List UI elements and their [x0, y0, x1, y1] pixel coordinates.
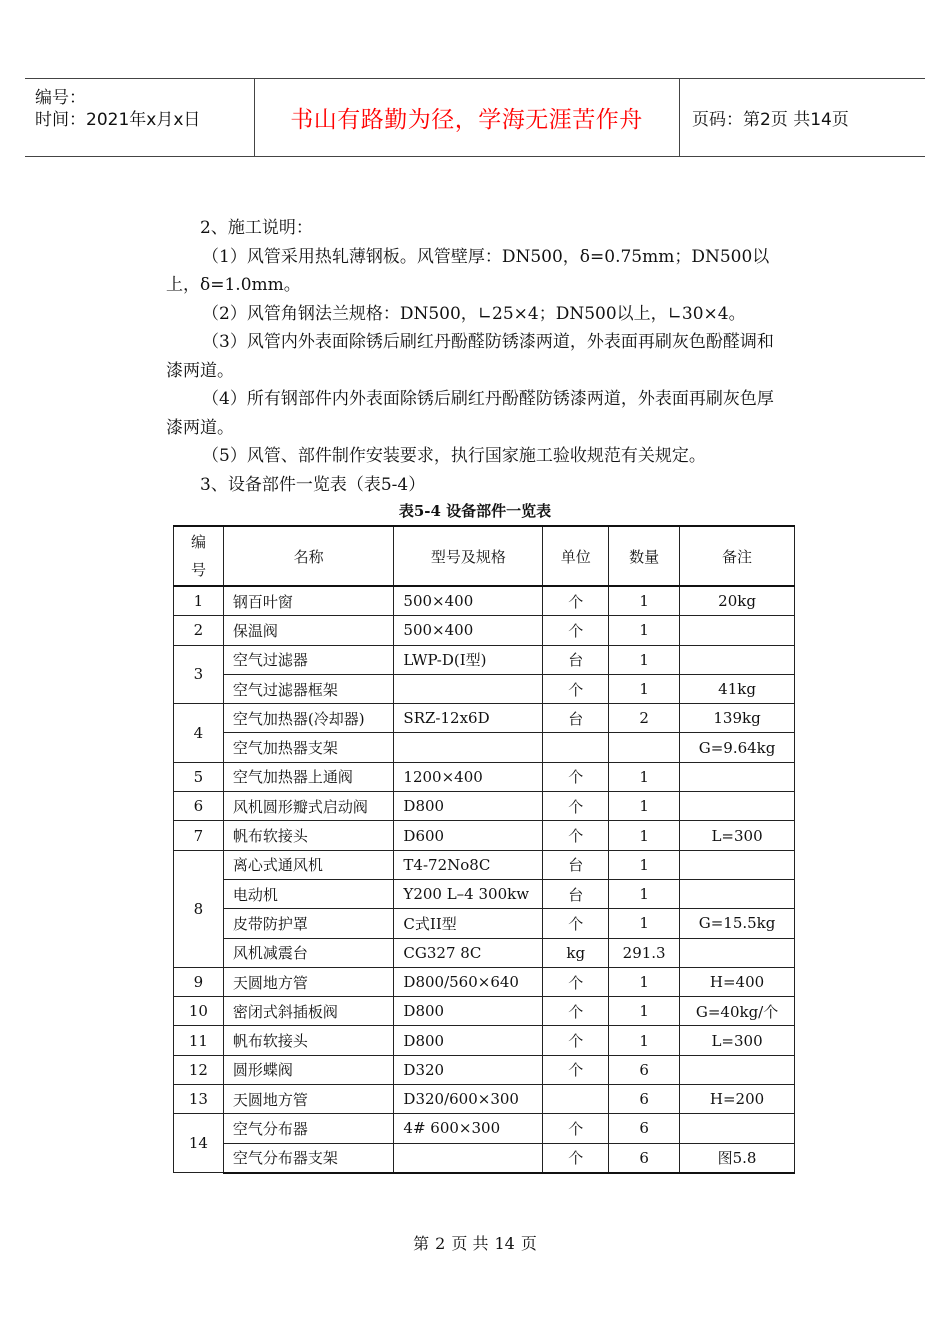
header-remark: 备注: [680, 526, 795, 586]
cell-name: 空气加热器支架: [223, 733, 394, 762]
cell-no: 11: [174, 1026, 224, 1055]
cell-remark: H=400: [680, 967, 795, 996]
cell-unit: 个: [543, 1026, 609, 1055]
paragraph-item-4: （4）所有钢部件内外表面除锈后刷红丹酚醛防锈漆两道，外表面再刷灰色厚漆两道。: [166, 389, 774, 438]
cell-model: CG327 8C: [394, 938, 543, 967]
cell-remark: 139kg: [680, 704, 795, 733]
cell-model: D800: [394, 1026, 543, 1055]
cell-unit: [543, 1085, 609, 1114]
cell-no: 14: [174, 1114, 224, 1173]
cell-qty: 6: [609, 1085, 680, 1114]
cell-model: D800: [394, 792, 543, 821]
paragraph-item-3: （3）风管内外表面除锈后刷红丹酚醛防锈漆两道，外表面再刷灰色酚醛调和漆两道。: [166, 332, 774, 381]
cell-qty: 1: [609, 792, 680, 821]
cell-name: 空气过滤器: [223, 645, 394, 674]
cell-unit: 个: [543, 997, 609, 1026]
cell-model: [394, 733, 543, 762]
cell-qty: 2: [609, 704, 680, 733]
cell-remark: [680, 616, 795, 645]
doc-number-label: 编号：: [35, 88, 86, 108]
cell-model: [394, 674, 543, 703]
cell-name: 密闭式斜插板阀: [223, 997, 394, 1026]
cell-model: D320/600×300: [394, 1085, 543, 1114]
cell-remark: [680, 645, 795, 674]
cell-model: C式II型: [394, 909, 543, 938]
cell-name: 空气加热器(冷却器): [223, 704, 394, 733]
cell-unit: 个: [543, 821, 609, 850]
header-unit: 单位: [543, 526, 609, 586]
cell-no: 8: [174, 850, 224, 967]
footer-page-no: 2: [435, 1234, 446, 1253]
cell-unit: [543, 733, 609, 762]
cell-model: D800/560×640: [394, 967, 543, 996]
cell-unit: 个: [543, 586, 609, 616]
cell-name: 圆形蝶阀: [223, 1055, 394, 1084]
paragraph-item-1: （1）风管采用热轧薄钢板。风管壁厚：DN500，δ=0.75mm；DN500以上，δ=1.0mm。: [166, 246, 770, 295]
cell-model: [394, 1143, 543, 1173]
table-row: [174, 967, 795, 996]
header-name: 名称: [223, 526, 394, 586]
footer-suffix: 页: [520, 1234, 537, 1253]
cell-remark: G=40kg/个: [680, 997, 795, 1026]
cell-remark: [680, 879, 795, 908]
cell-unit: 个: [543, 1055, 609, 1084]
cell-name: 天圆地方管: [223, 967, 394, 996]
cell-no: 3: [174, 645, 224, 704]
header-qty: 数量: [609, 526, 680, 586]
cell-remark: L=300: [680, 1026, 795, 1055]
cell-unit: 台: [543, 645, 609, 674]
cell-remark: [680, 1055, 795, 1084]
paragraph-item-2: （2）风管角钢法兰规格：DN500，∟25×4；DN500以上，∟30×4。: [202, 303, 746, 324]
table-row: [174, 850, 795, 879]
cell-name: 空气过滤器框架: [223, 674, 394, 703]
cell-unit: 台: [543, 704, 609, 733]
cell-qty: 1: [609, 879, 680, 908]
cell-qty: 1: [609, 586, 680, 616]
cell-name: 风机减震台: [223, 938, 394, 967]
cell-remark: [680, 1114, 795, 1143]
table-row: [174, 733, 795, 762]
cell-qty: 6: [609, 1055, 680, 1084]
cell-name: 皮带防护罩: [223, 909, 394, 938]
footer-total: 14: [494, 1234, 515, 1253]
cell-model: D600: [394, 821, 543, 850]
table-row: [174, 586, 795, 616]
cell-qty: 1: [609, 762, 680, 791]
table-row: [174, 938, 795, 967]
cell-model: D320: [394, 1055, 543, 1084]
cell-qty: 1: [609, 1026, 680, 1055]
document-body: [166, 214, 788, 499]
cell-remark: 41kg: [680, 674, 795, 703]
cell-qty: 1: [609, 616, 680, 645]
cell-no: 12: [174, 1055, 224, 1084]
cell-name: 离心式通风机: [223, 850, 394, 879]
parts-table: [173, 525, 795, 1174]
page-header: [25, 78, 925, 157]
cell-no: 6: [174, 792, 224, 821]
cell-name: 钢百叶窗: [223, 586, 394, 616]
cell-remark: G=9.64kg: [680, 733, 795, 762]
page-indicator: 页码：第2页 共14页: [692, 110, 849, 130]
cell-model: 500×400: [394, 586, 543, 616]
cell-name: 空气分布器: [223, 1114, 394, 1143]
cell-model: T4-72No8C: [394, 850, 543, 879]
header-no-line2: 号: [190, 561, 206, 579]
table-row: [174, 645, 795, 674]
cell-qty: 1: [609, 997, 680, 1026]
cell-unit: 个: [543, 762, 609, 791]
section-heading-table: 3、设备部件一览表（表5-4）: [200, 474, 426, 495]
cell-name: 空气分布器支架: [223, 1143, 394, 1173]
cell-unit: 个: [543, 792, 609, 821]
table-row: [174, 1085, 795, 1114]
cell-model: D800: [394, 997, 543, 1026]
table-row: [174, 674, 795, 703]
cell-remark: G=15.5kg: [680, 909, 795, 938]
cell-qty: 291.3: [609, 938, 680, 967]
table-row: [174, 997, 795, 1026]
table-row: [174, 762, 795, 791]
table-row: [174, 879, 795, 908]
cell-model: SRZ-12x6D: [394, 704, 543, 733]
cell-model: 4# 600×300: [394, 1114, 543, 1143]
cell-unit: 个: [543, 967, 609, 996]
page-footer: [0, 1231, 950, 1254]
cell-qty: 1: [609, 967, 680, 996]
cell-unit: 台: [543, 879, 609, 908]
cell-name: 空气加热器上通阀: [223, 762, 394, 791]
cell-qty: 1: [609, 850, 680, 879]
doc-time-label: 时间：2021年x月x日: [35, 110, 201, 130]
cell-unit: 个: [543, 616, 609, 645]
cell-qty: 1: [609, 909, 680, 938]
cell-remark: 图5.8: [680, 1143, 795, 1173]
cell-no: 9: [174, 967, 224, 996]
cell-name: 天圆地方管: [223, 1085, 394, 1114]
cell-unit: 个: [543, 909, 609, 938]
cell-qty: 1: [609, 674, 680, 703]
cell-name: 风机圆形瓣式启动阀: [223, 792, 394, 821]
cell-model: Y200 L–4 300kw: [394, 879, 543, 908]
table-row: [174, 1055, 795, 1084]
motto-text: 书山有路勤为径，学海无涯苦作舟: [290, 107, 643, 133]
cell-qty: 6: [609, 1114, 680, 1143]
cell-remark: [680, 762, 795, 791]
cell-remark: [680, 850, 795, 879]
cell-no: 5: [174, 762, 224, 791]
cell-no: 1: [174, 586, 224, 616]
table-header-row: [174, 526, 795, 586]
footer-mid: 页 共: [451, 1234, 489, 1253]
cell-qty: [609, 733, 680, 762]
cell-qty: 1: [609, 645, 680, 674]
cell-remark: [680, 792, 795, 821]
cell-no: 10: [174, 997, 224, 1026]
table-row: [174, 1026, 795, 1055]
cell-unit: 个: [543, 1114, 609, 1143]
footer-prefix: 第: [413, 1234, 430, 1253]
table-row: [174, 821, 795, 850]
cell-remark: [680, 938, 795, 967]
cell-model: 500×400: [394, 616, 543, 645]
section-heading-construction: 2、施工说明：: [200, 218, 313, 238]
table-row: [174, 616, 795, 645]
cell-unit: 个: [543, 1143, 609, 1173]
table-caption: 表5-4 设备部件一览表: [398, 502, 552, 520]
header-no-line1: 编: [190, 533, 206, 551]
table-row: [174, 909, 795, 938]
cell-remark: 20kg: [680, 586, 795, 616]
cell-no: 4: [174, 704, 224, 763]
cell-no: 2: [174, 616, 224, 645]
header-page: [680, 79, 925, 156]
table-row: [174, 1114, 795, 1143]
cell-name: 帆布软接头: [223, 821, 394, 850]
header-motto: [254, 79, 680, 156]
table-row: [174, 792, 795, 821]
cell-remark: L=300: [680, 821, 795, 850]
cell-model: LWP-D(I型): [394, 645, 543, 674]
cell-name: 保温阀: [223, 616, 394, 645]
table-row: [174, 1143, 795, 1173]
cell-unit: 台: [543, 850, 609, 879]
cell-remark: H=200: [680, 1085, 795, 1114]
cell-qty: 1: [609, 821, 680, 850]
cell-no: 7: [174, 821, 224, 850]
cell-no: 13: [174, 1085, 224, 1114]
table-row: [174, 704, 795, 733]
cell-unit: 个: [543, 674, 609, 703]
header-model: 型号及规格: [394, 526, 543, 586]
header-meta: [25, 79, 255, 156]
cell-name: 电动机: [223, 879, 394, 908]
header-no: [174, 526, 224, 586]
cell-name: 帆布软接头: [223, 1026, 394, 1055]
cell-qty: 6: [609, 1143, 680, 1173]
cell-unit: kg: [543, 938, 609, 967]
paragraph-item-5: （5）风管、部件制作安装要求，执行国家施工验收规范有关规定。: [202, 446, 706, 466]
cell-model: 1200×400: [394, 762, 543, 791]
